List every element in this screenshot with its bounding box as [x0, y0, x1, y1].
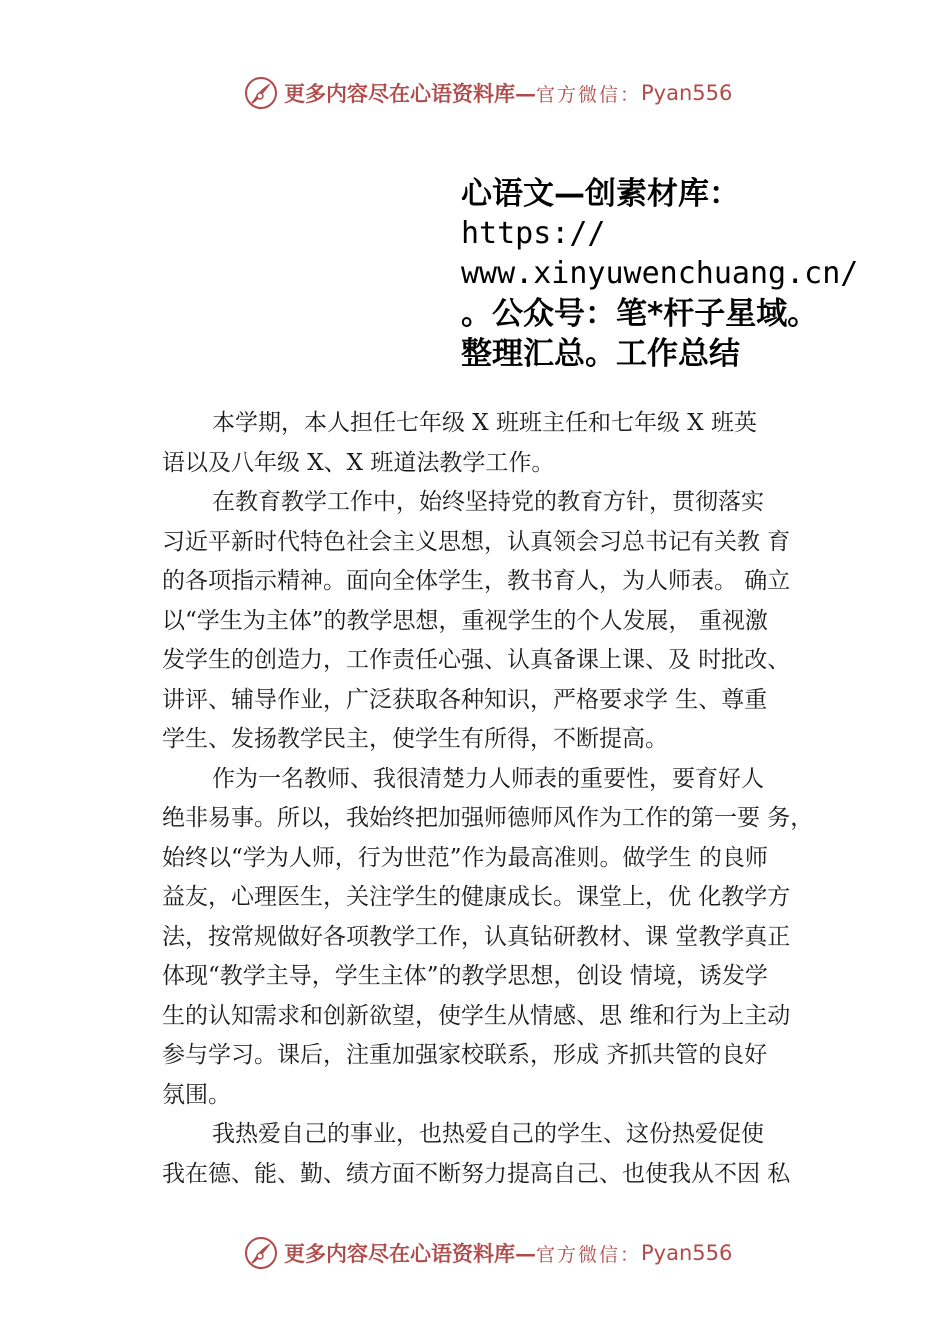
- watermark-contact-id: Pyan556: [641, 81, 733, 105]
- heading-line: https://: [461, 216, 606, 251]
- body-line: 益友，心理医生，关注学生的健康成长。课堂上，优 化教学方: [162, 884, 791, 910]
- body-line: 生的认知需求和创新欲望，使学生从情感、思 维和行为上主动: [162, 1002, 791, 1029]
- body-line: 在教育教学工作中，始终坚持党的教育方针，贯彻落实: [212, 489, 764, 515]
- body-line: 的各项指示精神。面向全体学生，教书育人，为人师表。 确立: [162, 568, 791, 594]
- body-line: 体现“教学主导，学生主体”的教学思想，创设 情境，诱发学: [162, 963, 768, 989]
- body-line: 绝非易事。所以，我始终把加强师德师风作为工作的第一要 务，: [162, 805, 814, 831]
- document-body: [162, 404, 842, 1194]
- body-line: 作为一名教师、我很清楚力人师表的重要性，要育好人: [212, 765, 764, 792]
- body-line: 始终以“学为人师，行为世范”作为最高准则。做学生 的良师: [162, 844, 768, 871]
- heading-line: 整理汇总。工作总结: [461, 336, 740, 372]
- heading-line: www.xinyuwenchuang.cn/: [461, 256, 859, 291]
- watermark-contact-label: 官方微信：: [536, 83, 642, 106]
- body-line: 我热爱自己的事业，也热爱自己的学生、这份热爱促使: [212, 1121, 764, 1147]
- body-line: 讲评、辅导作业，广泛获取各种知识，严格要求学 生、尊重: [162, 686, 768, 713]
- watermark-banner-top: [244, 73, 732, 113]
- document-heading: [461, 174, 921, 374]
- body-line: 我在德、能、勤、绩方面不断努力提高自己、也使我从不因 私: [162, 1160, 791, 1187]
- body-line: 法，按常规做好各项教学工作，认真钻研教材、课 堂教学真正: [162, 923, 791, 950]
- quill-logo-icon: [244, 76, 278, 110]
- body-line: 以“学生为主体”的教学思想，重视学生的个人发展， 重视激: [162, 607, 768, 634]
- body-line: 发学生的创造力，工作责任心强、认真备课上课、及 时批改、: [162, 647, 791, 673]
- watermark-main-text: 更多内容尽在心语资料库—: [284, 1241, 536, 1266]
- body-line: 习近平新时代特色社会主义思想，认真领会习总书记有关教 育: [162, 528, 791, 555]
- body-line: 参与学习。课后，注重加强家校联系，形成 齐抓共管的良好: [162, 1042, 768, 1068]
- watermark-contact-label: 官方微信：: [536, 1243, 642, 1266]
- body-line: 本学期，本人担任七年级 X 班班主任和七年级 X 班英: [212, 410, 757, 436]
- heading-line: 。公众号：笔*杆子星域。: [461, 296, 819, 332]
- body-line: 学生、发扬教学民主，使学生有所得，不断提高。: [162, 726, 668, 752]
- quill-logo-icon: [244, 1236, 278, 1270]
- watermark-banner-bottom: [244, 1233, 732, 1273]
- watermark-main-text: 更多内容尽在心语资料库—: [284, 81, 536, 106]
- watermark-contact-id: Pyan556: [641, 1241, 733, 1265]
- heading-line: 心语文—创素材库：: [461, 176, 740, 212]
- body-line: 氛围。: [162, 1081, 231, 1108]
- body-line: 语以及八年级 X、X 班道法教学工作。: [162, 449, 555, 476]
